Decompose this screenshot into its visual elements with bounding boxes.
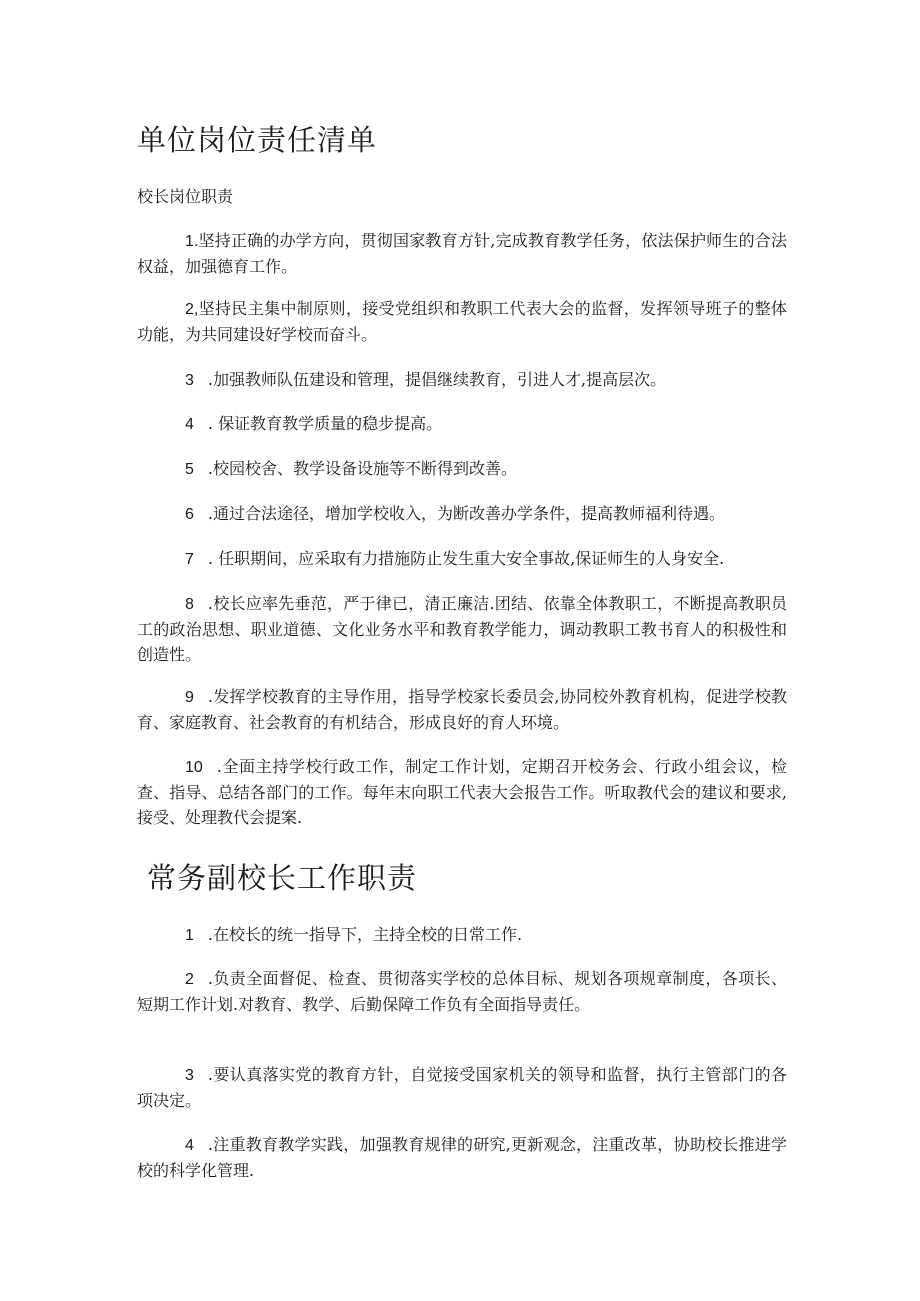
item-number: 8 [185, 596, 194, 613]
list-item [137, 1062, 787, 1113]
item-text: .通过合法途径，增加学校收入，为断改善办学条件，提高教师福利待遇。 [207, 504, 725, 523]
item-text: .在校长的统一指导下，主持全校的日常工作. [207, 925, 523, 944]
item-number: 2 [185, 971, 194, 988]
list-item [137, 966, 787, 1017]
item-text: 坚持民主集中制原则，接受党组织和教职工代表大会的监督，发挥领导班子的整体功能，为共同建设好学校而奋斗。 [137, 299, 787, 344]
section1-subtitle: 校长岗位职责 [137, 187, 234, 206]
item-text: .校园校舍、教学设备设施等不断得到改善。 [207, 459, 517, 478]
item-text: .校长应率先垂范，严于律已，清正廉洁.团结、依靠全体教职工，不断提高教职员工的政治思想、职业道德、文化业务水平和教育教学能力，调动教职工教书育人的积极性和创造性。 [137, 594, 787, 664]
list-item [137, 367, 787, 393]
section2-title: 常务副校长工作职责 [147, 861, 418, 895]
list-item [137, 456, 787, 482]
list-item [137, 684, 787, 735]
page-title: 单位岗位责任清单 [137, 123, 378, 157]
item-text: . 任职期间，应采取有力措施防止发生重大安全事故,保证师生的人身安全. [207, 549, 725, 568]
list-item [137, 546, 787, 572]
list-item [137, 591, 787, 667]
list-item [137, 1132, 787, 1183]
item-number: 5 [185, 461, 194, 478]
item-number: 1. [185, 233, 199, 250]
item-number: 1 [185, 927, 194, 944]
item-text: .加强教师队伍建设和管理，提倡继续教育，引进人才,提高层次。 [207, 370, 667, 389]
item-number: 9 [185, 689, 194, 706]
list-item [137, 296, 787, 347]
item-number: 4 [185, 1137, 194, 1154]
item-text: 坚持正确的办学方向，贯彻国家教育方针,完成教育教学任务，依法保护师生的合法权益，加强德育工作。 [137, 231, 787, 276]
item-number: 7 [185, 551, 194, 568]
item-text: . 保证教育教学质量的稳步提高。 [207, 414, 443, 433]
item-number: 6 [185, 506, 194, 523]
list-item [137, 922, 787, 948]
item-text: .全面主持学校行政工作，制定工作计划，定期召开校务会、行政小组会议，检查、指导、总结各部门的工作。每年末向职工代表大会报告工作。听取教代会的建议和要求,接受、处理教代会提案. [137, 757, 787, 827]
item-text: .要认真落实党的教育方针，自觉接受国家机关的领导和监督，执行主管部门的各项决定。 [137, 1065, 787, 1110]
list-item [137, 501, 787, 527]
list-item [137, 411, 787, 437]
item-number: 3 [185, 1067, 194, 1084]
item-number: 3 [185, 372, 194, 389]
list-item [137, 754, 787, 830]
item-number: 2, [185, 301, 199, 318]
list-item [137, 228, 787, 279]
item-number: 4 [185, 416, 194, 433]
item-number: 10 [185, 759, 203, 776]
item-text: .注重教育教学实践，加强教育规律的研究,更新观念，注重改革，协助校长推进学校的科学化管理. [137, 1135, 787, 1180]
item-text: .发挥学校教育的主导作用，指导学校家长委员会,协同校外教育机构，促进学校教育、家庭教育、社会教育的有机结合，形成良好的育人环境。 [137, 687, 787, 732]
item-text: .负责全面督促、检查、贯彻落实学校的总体目标、规划各项规章制度，各项长、短期工作计划.对教育、教学、后勤保障工作负有全面指导责任。 [137, 969, 787, 1014]
